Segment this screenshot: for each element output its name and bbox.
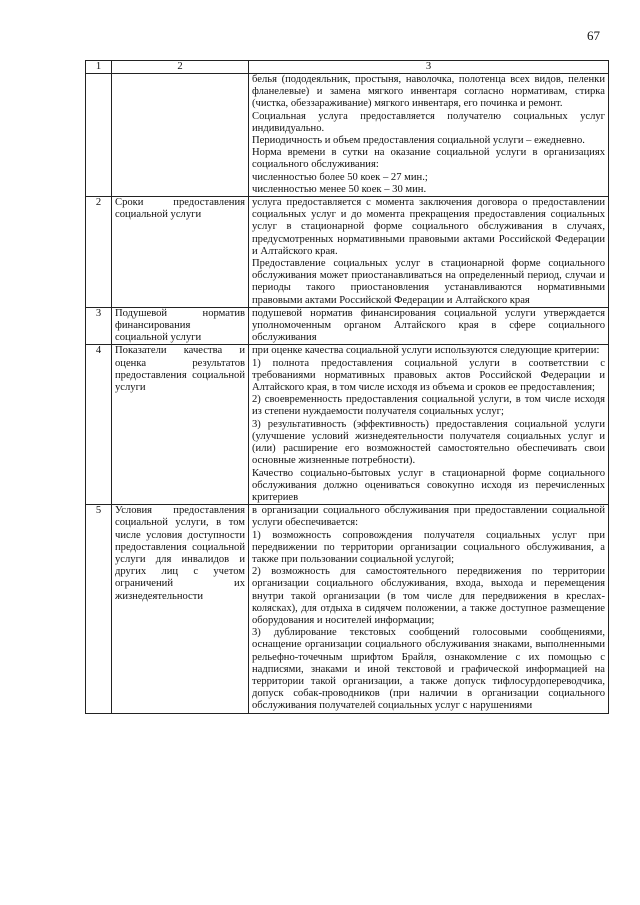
row-content [249,307,609,345]
content-paragraph: 1) возможность сопровождения получателя социальных услуг при передвижении по территории организации социального обслуживания, а также при пользовании социальной услугой; [252,529,605,565]
content-paragraph: Социальная услуга предоставляется получателю социальных услуг индивидуально. [252,110,605,134]
table-row [86,74,609,197]
row-content [249,74,609,197]
content-paragraph: численностью более 50 коек – 27 мин.; [252,171,428,183]
row-content [249,345,609,505]
row-number: 5 [86,505,112,713]
table-row [86,505,609,713]
page-number: 67 [587,28,600,43]
row-name: Подушевой норматив финансирования социальной услуги [112,307,249,345]
content-paragraph: 2) своевременность предоставления социальной услуги, в том числе исходя из степени нуждаемости получателя социальных услуг; [252,394,605,418]
table-row [86,197,609,308]
content-paragraph: 2) возможность для самостоятельного передвижения по территории организации социального обслуживания, входа, выхода и перемещения внутри такой организации (в том числе для передвижения в креслах-колясках), для отдыха в сидячем положении, а также доступное размещение оборудования и носителей информации; [252,566,605,626]
row-content [249,505,609,713]
content-paragraph: при оценке качества социальной услуги используются следующие критерии: [252,345,600,357]
content-paragraph: Периодичность и объем предоставления социальной услуги – ежедневно. [252,135,585,147]
header-col-1: 1 [86,61,112,74]
content-paragraph: Предоставление социальных услуг в стационарной форме социального обслуживания может приостанавливаться на определенный период, случаи и периоды такого приостановления устанавливаются нормативными правовыми актами Российской Федерации и Алтайского края [252,258,605,306]
row-number [86,74,112,197]
content-paragraph: 1) полнота предоставления социальной услуги в соответствии с требованиями нормативных правовых актов Российской Федерации и Алтайского края, в том числе исходя из объема и сроков ее предоставления; [252,357,605,394]
row-number: 4 [86,345,112,505]
content-paragraph: услуга предоставляется с момента заключения договора о предоставлении социальных услуг и до момента прекращения предоставления социальных услуг в стационарной форме социального обслуживания в случаях, предусмотренных нормативными правовыми актами Российской Федерации и Алтайского края. [252,197,605,257]
content-paragraph: 3) результативность (эффективность) предоставления социальной услуги (улучшение условий жизнедеятельности получателя социальных услуг и (или) расширение его возможностей самостоятельно обеспечивать свои основные жизненные потребности). [252,418,605,467]
content-paragraph: 3) дублирование текстовых сообщений голосовыми сообщениями, оснащение организации социального обслуживания знаками, выполненными рельефно-точечным шрифтом Брайля, ознакомление с их помощью с надписями, знаками и иной текстовой и графической информацией на территории такой организации, а также допуск тифлосурдопереводчика, допуск собак-проводников (при наличии в организации социального обслуживания получателей социальных услуг с нарушениями [252,627,605,712]
header-col-2: 2 [112,61,249,74]
row-number: 2 [86,197,112,308]
row-number: 3 [86,307,112,345]
row-content [249,197,609,308]
header-col-3: 3 [249,61,609,74]
table-header-row [86,61,609,74]
content-paragraph: подушевой норматив финансирования социальной услуги утверждается уполномоченным органом Алтайского края в сфере социального обслуживания [252,307,605,344]
content-paragraph: численностью менее 50 коек – 30 мин. [252,183,427,195]
row-name: Условия предоставления социальной услуги, в том числе условия доступности предоставления социальной услуги для инвалидов и других лиц с учетом ограничений их жизнедеятельности [112,505,249,713]
row-name [112,74,249,197]
content-paragraph: белья (пододеяльник, простыня, наволочка, полотенца всех видов, пеленки фланелевые) и замена мягкого инвентаря согласно нормативам, стирка (чистка, обеззараживание) мягкого инвентаря, его починка и ремонт. [252,74,605,110]
row-name: Показатели качества и оценка результатов предоставления социальной услуги [112,345,249,505]
table-row [86,345,609,505]
table-row [86,307,609,345]
services-table [85,60,609,714]
row-name: Сроки предоставления социальной услуги [112,197,249,308]
content-paragraph: Норма времени в сутки на оказание социальной услуги в организациях социального обслуживания: [252,147,605,171]
content-paragraph: в организации социального обслуживания при предоставлении социальной услуги обеспечивается: [252,505,605,529]
content-paragraph: Качество социально-бытовых услуг в стационарной форме социального обслуживания должно оцениваться совокупно исходя из перечисленных критериев [252,467,605,503]
